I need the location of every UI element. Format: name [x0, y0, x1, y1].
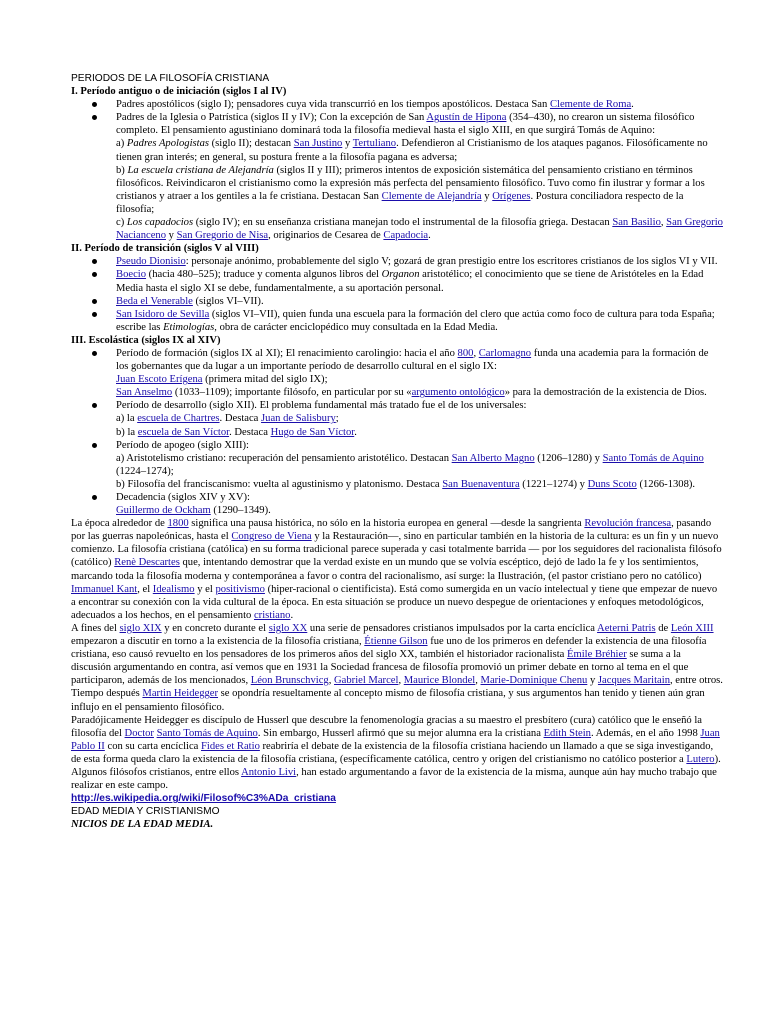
wiki-link[interactable]: Edith Stein [543, 727, 591, 739]
wiki-link[interactable]: cristiano [253, 609, 291, 621]
wiki-link[interactable]: Jacques Maritain [597, 675, 670, 687]
wiki-link[interactable]: Santo Tomás de Aquino [602, 452, 704, 464]
wiki-link[interactable]: escuela de San Víctor [137, 426, 230, 438]
wiki-link[interactable]: Duns Scoto [587, 478, 637, 490]
wiki-link[interactable]: siglo XIX [119, 622, 162, 634]
list-item: San Isidoro de Sevilla (siglos VI–VII), quien funda una escuela para la formación del clero que actúa como foco de cultura para toda España; escribe las Etimologías, obra de carácter enciclopédico muy consultada en la Edad Media. [71, 308, 723, 334]
wiki-link[interactable]: San Gregorio de Nisa [176, 230, 269, 242]
wiki-link[interactable]: Capadocia [383, 230, 429, 242]
wiki-link[interactable]: Immanuel Kant [71, 583, 138, 595]
italic-term: Etimologías [163, 321, 215, 333]
source-link[interactable]: http://es.wikipedia.org/wiki/Filosof%C3%ADa_cristiana [71, 793, 336, 805]
list-item: Período de desarrollo (siglo XII). El problema fundamental más tratado fue el de los universales: a) la escuela de Chartres. Destaca Juan de Salisbury; b) la escuela de San Víctor. Destaca Hugo de San Víctor. [71, 399, 723, 438]
wiki-link[interactable]: Juan Escoto Erígena [116, 374, 203, 386]
wiki-link[interactable]: siglo XX [268, 622, 308, 634]
wiki-link[interactable]: Antonio Livi [241, 766, 297, 778]
wiki-link[interactable]: Martin Heidegger [142, 688, 219, 700]
wiki-link[interactable]: San Buenaventura [442, 478, 520, 490]
wiki-link[interactable]: positivismo [215, 583, 265, 595]
wiki-link[interactable]: Marie-Dominique Chenu [480, 675, 588, 687]
italic-term: Organon [381, 269, 420, 281]
wiki-link[interactable]: Lutero [686, 753, 715, 765]
wiki-link[interactable]: 1800 [167, 518, 189, 530]
list-item: Padres apostólicos (siglo I); pensadores cuya vida transcurrió en los tiempos apostólicos. Destaca San Clemente de Roma. [71, 98, 723, 111]
wiki-link[interactable]: San Isidoro de Sevilla [116, 308, 210, 320]
wiki-link[interactable]: Clemente de Roma [549, 99, 632, 111]
wiki-link[interactable]: Léon Brunschvicg [250, 675, 329, 687]
wiki-link[interactable]: Clemente de Alejandría [381, 190, 482, 202]
wiki-link[interactable]: San Basilio [612, 217, 661, 229]
wiki-link[interactable]: San Gregorio Nacianceno [116, 217, 723, 242]
wiki-link[interactable]: Juan de Salisbury [261, 413, 336, 425]
wiki-link[interactable]: San Justino [293, 138, 343, 150]
wiki-link[interactable]: Boecio [116, 269, 147, 281]
italic-term: La escuela cristiana de Alejandría [127, 164, 274, 176]
wiki-link[interactable]: Fides et Ratio [201, 740, 260, 752]
document-title: PERIODOS DE LA FILOSOFÍA CRISTIANA [71, 73, 270, 84]
wiki-link[interactable]: Idealismo [152, 583, 195, 595]
wiki-link[interactable]: San Alberto Magno [451, 452, 535, 464]
wiki-link[interactable]: Gabriel Marcel [334, 675, 399, 687]
wiki-link[interactable]: Revolución francesa [584, 518, 672, 530]
body-paragraph: A fines del siglo XIX y en concreto durante el siglo XX una serie de pensadores cristianos impulsados por la carta encíclica Aeterni Patris de León XIII empezaron a discutir en torno a la existencia de la filosofía cristiana, Étienne Gilson fue uno de los primeros en defender la existencia de una filosofía cristiana, eso causó revuelto en los pensadores de los primeros años del siglo XX, también el historiador racionalista Émile Bréhier se suma a la discusión argumentando en contra, así vemos que en 1931 la Sociedad francesa de filosofía promovió un primer debate en torno al tema en el que participaron, además de los mencionados, Léon Brunschvicg, Gabriel Marcel, Maurice Blondel, Marie-Dominique Chenu y Jacques Maritain, entre otros. Tiempo después Martin Heidegger se opondría resueltamente al concepto mismo de filosofía cristiana, y sus argumentos han tenido y tienen aún gran influjo en el pensamiento filosófico. [71, 622, 723, 713]
wiki-link[interactable]: Orígenes [492, 190, 531, 202]
wiki-link[interactable]: Hugo de San Víctor [270, 426, 355, 438]
period-1-list [71, 98, 723, 242]
italic-term: Padres Apologistas [126, 138, 209, 150]
wiki-link[interactable]: Beda el Venerable [116, 295, 193, 307]
section-title: EDAD MEDIA Y CRISTIANISMO [71, 806, 220, 818]
wiki-link[interactable]: Aeterni Patris [597, 622, 656, 634]
wiki-link[interactable]: Maurice Blondel [403, 675, 476, 687]
wiki-link[interactable]: San Anselmo [116, 387, 173, 399]
body-paragraphs [71, 517, 723, 792]
wiki-link[interactable]: argumento ontológico [411, 387, 505, 399]
list-item: Período de formación (siglos IX al XI); El renacimiento carolingio: hacia el año 800, Carlomagno funda una academia para la formación de los gobernantes que da lugar a un importante período de desarrollo cultural en el siglo IX: Juan Escoto Erígena (primera mitad del siglo IX); San Anselmo (1033–1109); importante filósofo, en particular por su «argumento ontológico» para la demostración de la existencia de Dios. [71, 347, 723, 399]
list-item: Beda el Venerable (siglos VI–VII). [71, 295, 723, 308]
period-2-list [71, 255, 723, 334]
heading-period-2: II. Período de transición (siglos V al VIII) [71, 243, 259, 255]
wiki-link[interactable]: Santo Tomás de Aquino [156, 727, 258, 739]
document [71, 72, 723, 831]
wiki-link[interactable]: Émile Bréhier [567, 649, 627, 661]
italic-term: Los capadocios [126, 217, 194, 229]
list-item: Boecio (hacia 480–525); traduce y comenta algunos libros del Organon aristotélico; el conocimiento que se tiene de Aristóteles en la Edad Media hasta el siglo XI se debe, fundamentalmente, a su aportación personal. [71, 268, 723, 294]
wiki-link[interactable]: Agustín de Hipona [426, 112, 507, 124]
body-paragraph: La época alrededor de 1800 significa una pausa histórica, no sólo en la historia europea en general —desde la sangrienta Revolución francesa, pasando por las guerras napoleónicas, hasta el Congreso de Viena y la Restauración—, sino en particular también en la historia de la cultura: es un fin y un nuevo comienzo. La filosofía cristiana (católica) en su forma tradicional parece superada y casi totalmente barrida — por los seguidores del racionalista filósofo (católico) Renè Descartes que, intentando demostrar que la verdad existe en un mundo que se volvía escéptico, dejó de lado la fe y los sentimientos, marcando toda la filosofía moderna y contemporánea a favor o contra del racionalismo, así surge: la Ilustración, (el pastor cristiano pero no católico) Immanuel Kant, el Idealismo y el positivismo (hiper-racional o cientificista). Está como sumergida en un vacío intelectual y tiene que empezar de nuevo a encontrar su conexión con la vida cultural de la época. En esta situación se produce un nuevo despegue de orientaciones y enfoques metodológicos, adecuados a los hechos, en el pensamiento cristiano. [71, 518, 722, 621]
wiki-link[interactable]: Étienne Gilson [364, 636, 428, 648]
wiki-link[interactable]: Juan Pablo II [71, 727, 720, 752]
list-item: Período de apogeo (siglo XIII): a) Aristotelismo cristiano: recuperación del pensamiento aristotélico. Destacan San Alberto Magno (1206–1280) y Santo Tomás de Aquino (1224–1274); b) Filosofía del franciscanismo: vuelta al agustinismo y platonismo. Destaca San Buenaventura (1221–1274) y Duns Scoto (1266-1308). [71, 439, 723, 491]
heading-period-3: III. Escolástica (siglos IX al XIV) [71, 334, 221, 346]
wiki-link[interactable]: Renè Descartes [114, 557, 180, 569]
wiki-link[interactable]: Tertuliano [352, 138, 397, 150]
wiki-link[interactable]: 800 [457, 347, 474, 359]
wiki-link[interactable]: Congreso de Viena [231, 531, 312, 543]
wiki-link[interactable]: León XIII [670, 622, 714, 634]
heading-period-1: I. Período antiguo o de iniciación (siglos I al IV) [71, 86, 287, 98]
list-item: Decadencia (siglos XIV y XV): Guillermo de Ockham (1290–1349). [71, 491, 723, 517]
section-subtitle: NICIOS DE LA EDAD MEDIA. [71, 819, 214, 831]
list-item: Padres de la Iglesia o Patrística (siglos II y IV); Con la excepción de San Agustín de Hipona (354–430), no crearon un sistema filosófico completo. El pensamiento agustiniano dominará toda la filosofía medieval hasta el siglo XIII, en que surgirá Tomás de Aquino: a) Padres Apologistas (siglo II); destacan San Justino y Tertuliano. Defendieron al Cristianismo de los ataques paganos. Filosóficamente no tienen gran interés; en general, su postura frente a la filosofía pagana es adversa; b) La escuela cristiana de Alejandría (siglos II y III); primeros intentos de exposición sistemática del pensamiento cristiano en términos filosóficos. Reivindicaron el cristianismo como la expresión más perfecta del pensamiento filosófico. Tuvo como fin ilustrar y formar a los cristianos y atraer a los gentiles a la fe cristiana. Destacan San Clemente de Alejandría y Orígenes. Postura conciliadora respecto de la filosofía; c) Los capadocios (siglo IV); en su enseñanza cristiana manejan todo el instrumental de la filosofía griega. Destacan San Basilio, San Gregorio Nacianceno y San Gregorio de Nisa, originarios de Cesarea de Capadocia. [71, 111, 723, 242]
wiki-link[interactable]: Carlomagno [478, 347, 532, 359]
list-item: Pseudo Dionisio: personaje anónimo, probablemente del siglo V; gozará de gran prestigio entre los escritores cristianos de los siglos VI y VII. [71, 255, 723, 268]
wiki-link[interactable]: Doctor [124, 727, 154, 739]
period-3-list [71, 347, 723, 517]
wiki-link[interactable]: Pseudo Dionisio [116, 256, 186, 268]
wiki-link[interactable]: Guillermo de Ockham [116, 505, 211, 517]
wiki-link[interactable]: escuela de Chartres [137, 413, 220, 425]
body-paragraph: Paradójicamente Heidegger es discípulo de Husserl que descubre la fenomenología gracias a su maestro el presbítero (cura) católico que le enseñó la filosofía del Doctor Santo Tomás de Aquino. Sin embargo, Husserl afirmó que su mejor alumna era la cristiana Edith Stein. Además, en el año 1998 Juan Pablo II con su carta encíclica Fides et Ratio reabriría el debate de la existencia de la filosofía cristiana haciendo un llamado a que se siga investigando, de esta forma queda claro la existencia de la filosofía cristiana, (específicamente católica, centro y origen del cristianismo no católico posterior a Lutero). Algunos filósofos cristianos, entre ellos Antonio Livi, han estado argumentando a favor de la existencia de la misma, aunque aún hay mucho trabajo que realizar en este campo. [71, 714, 721, 792]
